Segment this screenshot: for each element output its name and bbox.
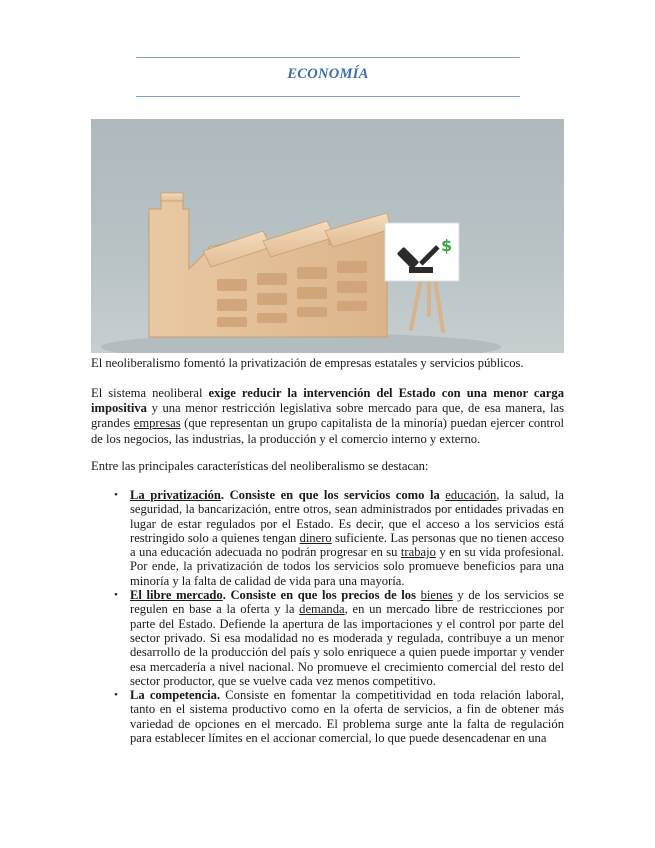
factory-photo bbox=[91, 119, 564, 353]
header-rule-top bbox=[136, 57, 520, 58]
page-title: ECONOMÍA bbox=[287, 66, 369, 82]
bullet-icon: • bbox=[114, 489, 118, 501]
list-item: • La competencia. Consiste en fomentar la competitividad en toda relación laboral, tanto en el sistema productivo como en la oferta de servicios, a fin de obtener más variedad de opciones en el mercado. El problema surge ante la falta de regulación para establecer límites en el accionar comercial, lo que puede desencadenar en una bbox=[114, 688, 565, 746]
link-dinero[interactable]: dinero bbox=[299, 530, 332, 545]
intro-paragraph: El sistema neoliberal exige reducir la intervención del Estado con una menor carga impositiva y una menor restricción legislativa sobre mercado para que, de esa manera, las grandes empresas (que representan un grupo capitalista de la minoría) puedan ejercer control de los negocios, las industrias, la producción y el comercio interno y externo. bbox=[91, 386, 564, 446]
link-trabajo[interactable]: trabajo bbox=[400, 545, 436, 560]
features-list bbox=[91, 488, 564, 745]
list-lead: Entre las principales características del neoliberalismo se destacan: bbox=[91, 459, 429, 473]
link-demanda[interactable]: demanda bbox=[299, 602, 345, 617]
dollar-sign: $ bbox=[441, 236, 453, 255]
figure-caption: El neoliberalismo fomentó la privatización de empresas estatales y servicios públicos. bbox=[91, 356, 524, 370]
header-rule-bottom bbox=[136, 96, 520, 97]
bullet-icon: • bbox=[114, 689, 118, 702]
link-empresas[interactable]: empresas bbox=[133, 416, 181, 431]
list-item: • La privatización. Consiste en que los servicios como la educación, la salud, la seguridad, la bancarización, entre otros, sean administrados por entidades privadas en lugar de estar regulados por el Estado. Es decir, que el acceso a los servicios está restringido solo a quienes tengan dinero suficiente. Las personas que no tienen acceso a una educación adecuada no podrán progresar en su trabajo y en su vida profesional. Por ende, la privatización de todos los servicios solo promueve beneficios para una minoría y la falta de calidad de vida para una mayoría. bbox=[114, 488, 565, 588]
bullet-icon: • bbox=[114, 589, 118, 602]
list-item: • El libre mercado. Consiste en que los precios de los bienes y de los servicios se regulen en base a la oferta y la demanda, en un mercado libre de restricciones por parte del Estado. Defiende la apertura de las importaciones y el control por parte del sector privado. Si esa modalidad no es moderada y regulada, contribuye a un menor desarrollo de la producción del país y solo enriquece a quien puede importar y vender esa mercadería a nivel nacional. No promueve el crecimiento comercial del resto del sector productor, que se vuelve cada vez menos competitivo. bbox=[114, 588, 564, 688]
link-educacion[interactable]: educación bbox=[445, 488, 497, 502]
link-bienes[interactable]: bienes bbox=[420, 588, 453, 603]
